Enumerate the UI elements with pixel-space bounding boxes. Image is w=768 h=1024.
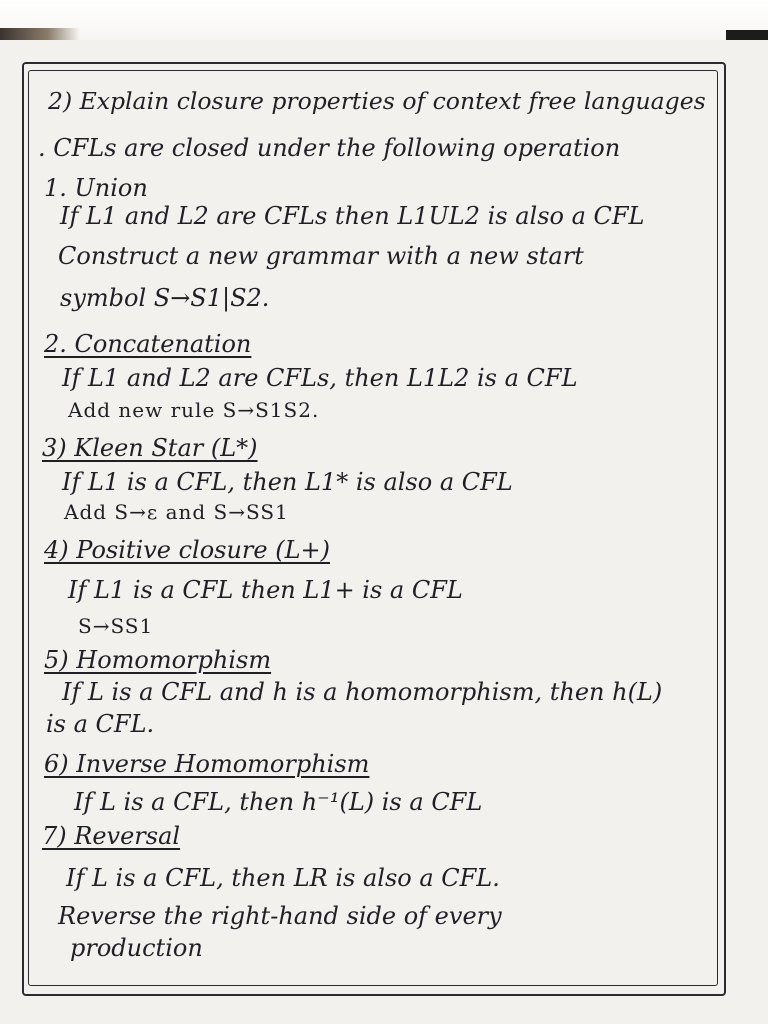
heading-reversal: 7) Reversal <box>42 822 181 850</box>
reversal-line-1: If L is a CFL, then LR is also a CFL. <box>66 864 500 892</box>
heading-positive-closure: 4) Positive closure (L+) <box>44 536 331 564</box>
inverse-line-1: If L is a CFL, then h⁻¹(L) is a CFL <box>74 788 483 816</box>
heading-union: 1. Union <box>44 174 148 202</box>
question-title: 2) Explain closure properties of context free languages <box>48 87 706 115</box>
kleen-line-2: Add S→ε and S→SS1 <box>64 500 289 524</box>
positive-line-2: S→SS1 <box>78 614 154 638</box>
heading-inverse-homomorphism: 6) Inverse Homomorphism <box>44 750 370 778</box>
heading-kleen-star: 3) Kleen Star (L*) <box>42 434 258 462</box>
kleen-line-1: If L1 is a CFL, then L1* is also a CFL <box>62 468 513 496</box>
union-line-1: If L1 and L2 are CFLs then L1UL2 is also a CFL <box>60 202 645 230</box>
union-line-2: Construct a new grammar with a new start <box>58 242 584 270</box>
homo-line-1: If L is a CFL and h is a homomorphism, then h(L) <box>62 678 663 706</box>
heading-concatenation: 2. Concatenation <box>44 330 252 358</box>
union-line-3: symbol S→S1|S2. <box>60 284 270 312</box>
heading-homomorphism: 5) Homomorphism <box>44 646 272 674</box>
reversal-line-2: Reverse the right-hand side of every <box>58 902 502 930</box>
homo-line-2: is a CFL. <box>46 710 155 738</box>
concat-line-1: If L1 and L2 are CFLs, then L1L2 is a CFL <box>62 364 578 392</box>
positive-line-1: If L1 is a CFL then L1+ is a CFL <box>68 576 463 604</box>
reversal-line-3: production <box>70 934 203 962</box>
question-intro: . CFLs are closed under the following operation <box>38 134 621 162</box>
concat-line-2: Add new rule S→S1S2. <box>68 398 320 422</box>
